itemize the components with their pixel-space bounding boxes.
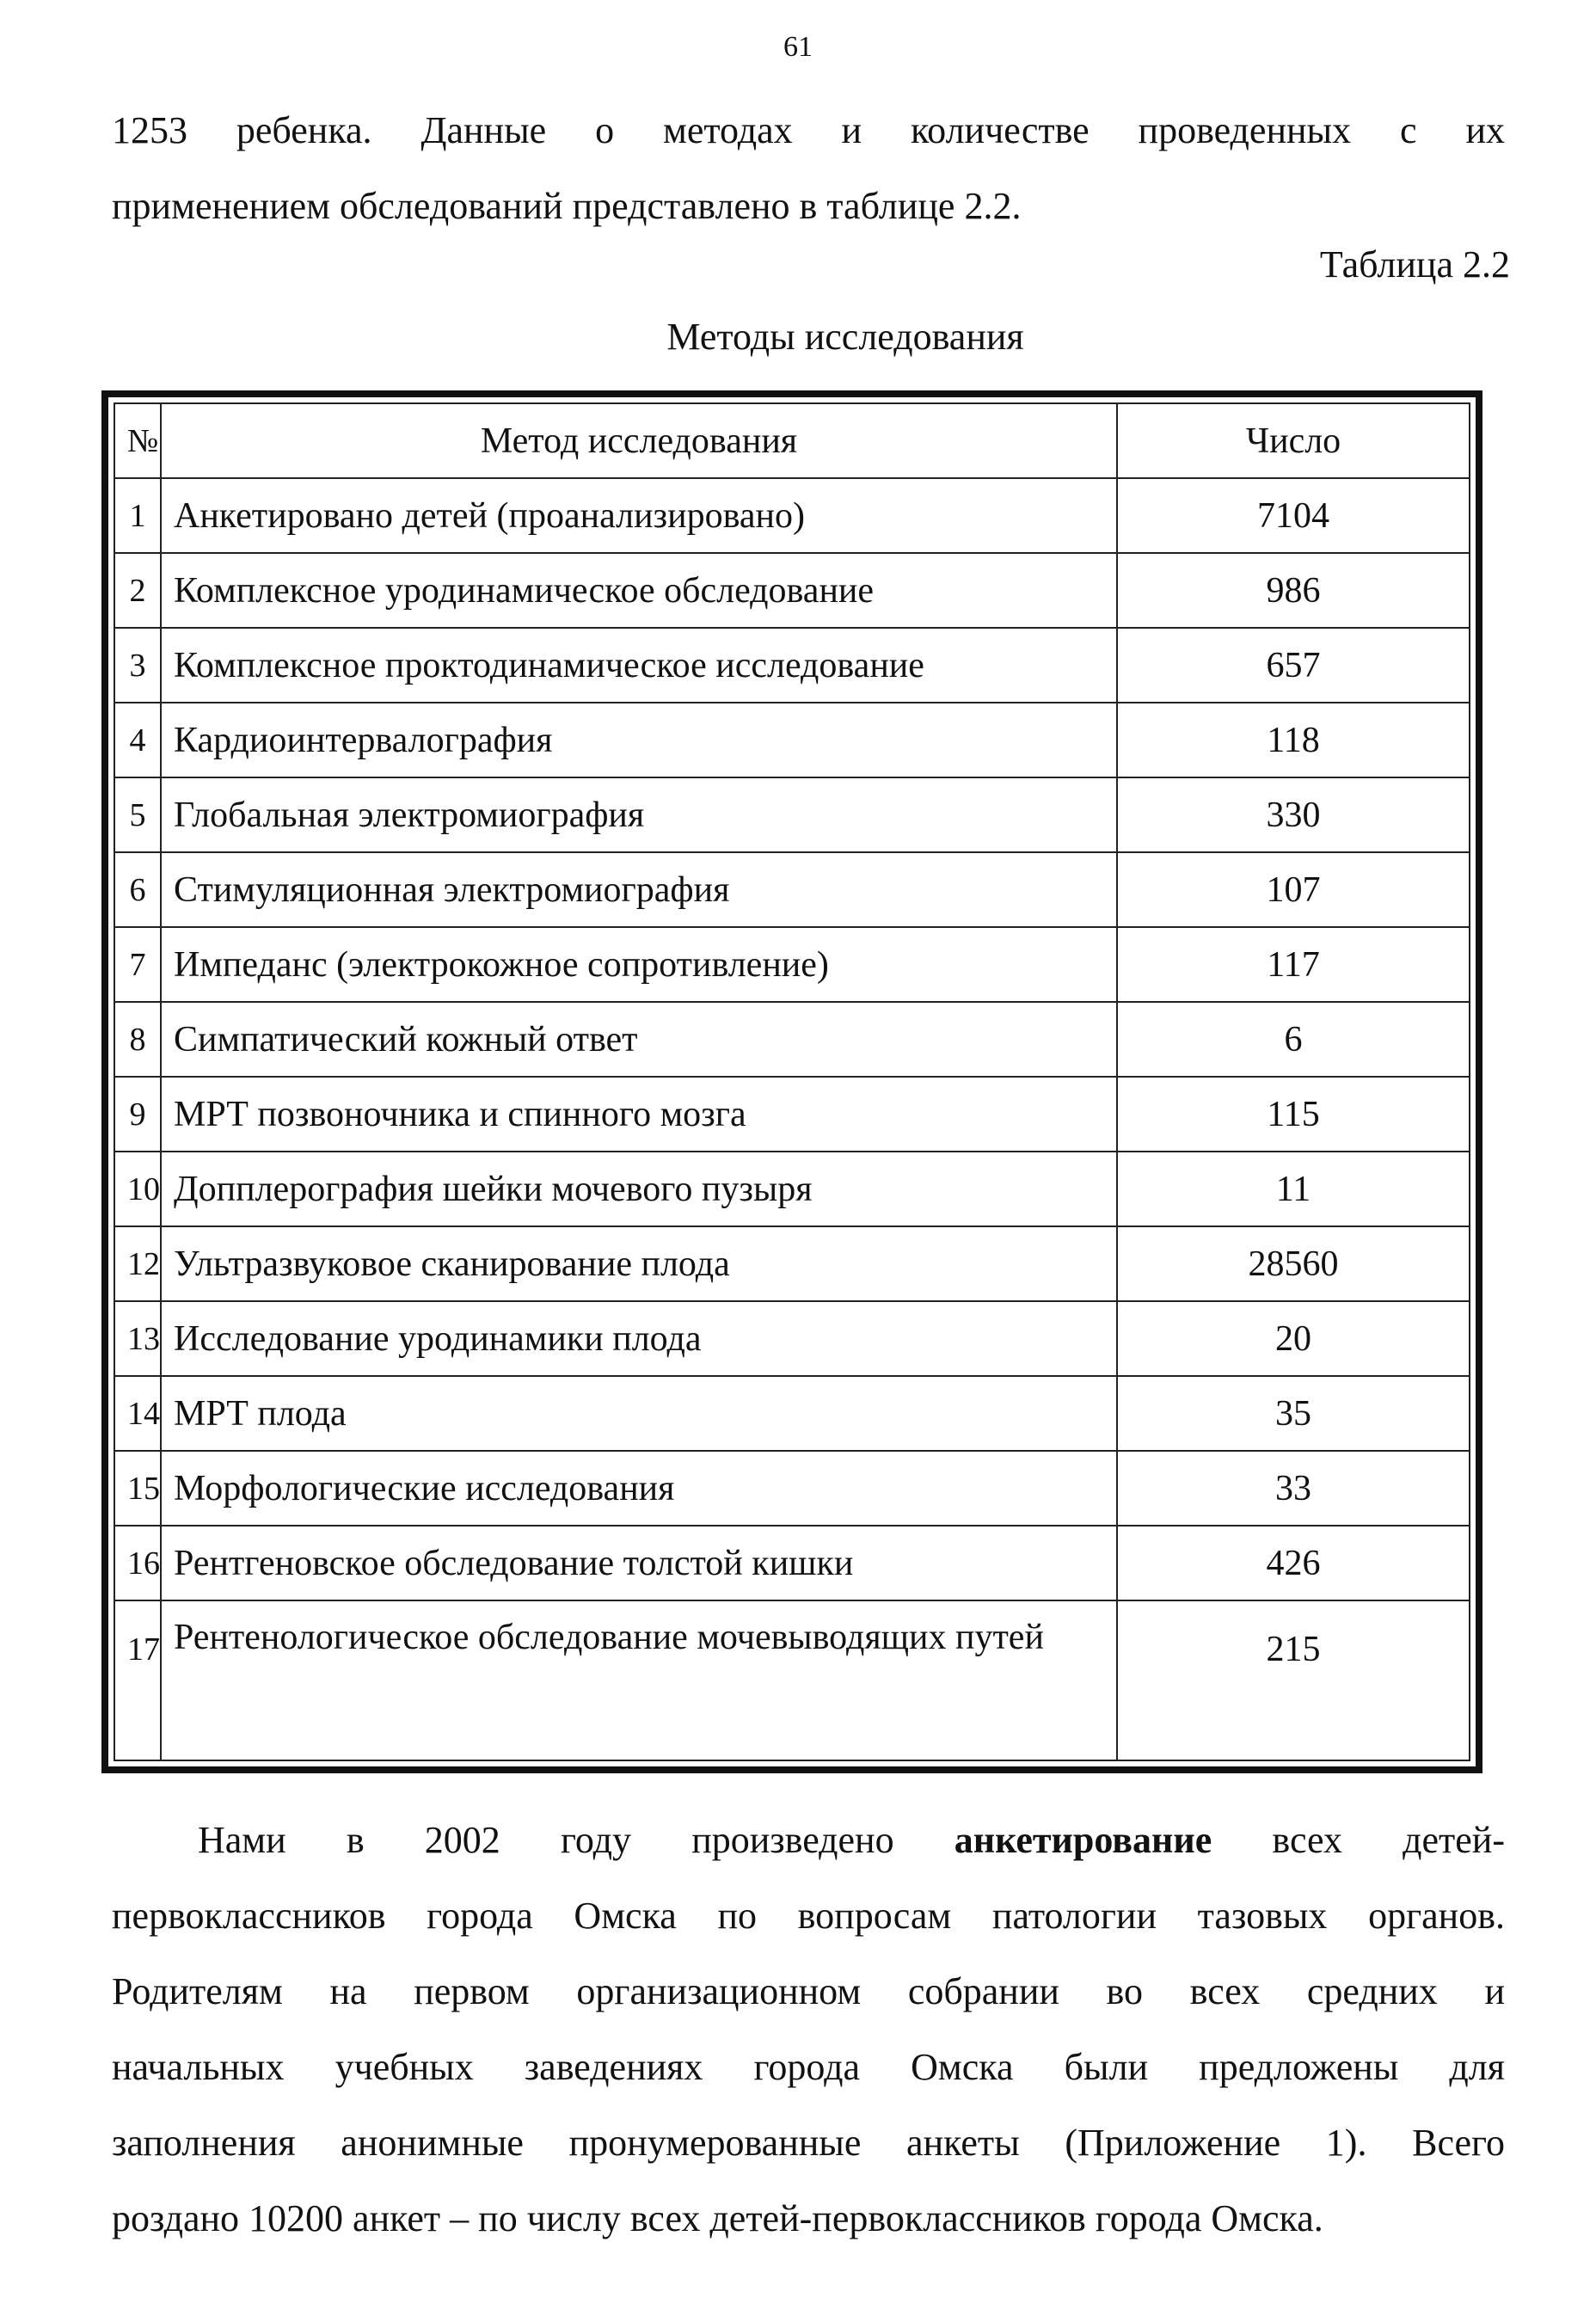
row-count-cell: 20 [1117,1301,1470,1376]
table-row [114,1152,1470,1226]
body-line: Родителям на первом организационном собрании во всех средних и [112,1970,1505,2012]
header-method: Метод исследования [161,403,1117,478]
row-method-cell: Анкетировано детей (проанализировано) [161,478,1117,553]
body-text-run: всех детей- [1212,1819,1506,1861]
table-body [114,478,1470,1760]
table-row [114,1600,1470,1760]
table-row [114,777,1470,852]
row-number-cell: 16 [114,1526,161,1600]
row-method-cell: Импеданс (электрокожное сопротивление) [161,927,1117,1002]
table-row [114,1376,1470,1451]
row-number-cell: 6 [114,852,161,927]
table-row [114,1526,1470,1600]
row-number-cell: 8 [114,1002,161,1077]
row-number-cell: 7 [114,927,161,1002]
row-number-cell: 12 [114,1226,161,1301]
table-row [114,553,1470,628]
row-count-cell: 7104 [1117,478,1470,553]
row-number-cell: 5 [114,777,161,852]
row-count-cell: 215 [1117,1600,1470,1760]
row-count-cell: 33 [1117,1451,1470,1526]
header-number: № [114,403,161,478]
row-number-cell: 9 [114,1077,161,1152]
row-count-cell: 657 [1117,628,1470,703]
intro-paragraph [112,93,1505,244]
body-line: заполнения анонимные пронумерованные анкеты (Приложение 1). Всего [112,2122,1505,2164]
body-paragraph [112,1803,1505,2257]
table-row [114,478,1470,553]
table-row [114,1002,1470,1077]
row-method-cell: Исследование уродинамики плода [161,1301,1117,1376]
row-method-cell: МРТ плода [161,1376,1117,1451]
row-count-cell: 330 [1117,777,1470,852]
row-count-cell: 115 [1117,1077,1470,1152]
table-row [114,703,1470,777]
row-number-cell: 4 [114,703,161,777]
methods-table [114,402,1470,1761]
row-method-cell: Допплерография шейки мочевого пузыря [161,1152,1117,1226]
row-number-cell: 1 [114,478,161,553]
table-row [114,927,1470,1002]
row-method-cell: Симпатический кожный ответ [161,1002,1117,1077]
row-number-cell: 10 [114,1152,161,1226]
table-row [114,1451,1470,1526]
table-row [114,1077,1470,1152]
row-count-cell: 118 [1117,703,1470,777]
table-header-row [114,403,1470,478]
row-count-cell: 426 [1117,1526,1470,1600]
table-row [114,852,1470,927]
row-count-cell: 35 [1117,1376,1470,1451]
table-label: Таблица 2.2 [1319,243,1510,286]
body-line: первоклассников города Омска по вопросам патологии тазовых органов. [112,1895,1505,1937]
page-number: 61 [783,31,813,63]
row-count-cell: 11 [1117,1152,1470,1226]
row-count-cell: 6 [1117,1002,1470,1077]
body-bold-term: анкетирование [954,1819,1212,1861]
table-row [114,1301,1470,1376]
row-number-cell: 14 [114,1376,161,1451]
row-number-cell: 13 [114,1301,161,1376]
header-count: Число [1117,403,1470,478]
row-method-cell: МРТ позвоночника и спинного мозга [161,1077,1117,1152]
row-number-cell: 15 [114,1451,161,1526]
row-method-cell: Рентгеновское обследование толстой кишки [161,1526,1117,1600]
row-method-cell: Рентенологическое обследование мочевыводящих путей [161,1600,1117,1760]
row-count-cell: 986 [1117,553,1470,628]
row-count-cell: 107 [1117,852,1470,927]
row-method-cell: Морфологические исследования [161,1451,1117,1526]
row-count-cell: 117 [1117,927,1470,1002]
body-text-run: Нами в 2002 году произведено [198,1819,955,1861]
methods-table-frame [101,390,1482,1773]
intro-line: 1253 ребенка. Данные о методах и количестве проведенных с их [112,109,1505,151]
row-method-cell: Глобальная электромиография [161,777,1117,852]
table-row [114,628,1470,703]
body-line: роздано 10200 анкет – по числу всех детей-первоклассников города Омска. [112,2197,1323,2239]
row-count-cell: 28560 [1117,1226,1470,1301]
row-method-cell: Кардиоинтервалография [161,703,1117,777]
table-row [114,1226,1470,1301]
row-method-cell: Комплексное проктодинамическое исследование [161,628,1117,703]
body-line [112,1803,1505,1878]
intro-line: применением обследований представлено в таблице 2.2. [112,185,1022,227]
row-number-cell: 3 [114,628,161,703]
body-line: начальных учебных заведениях города Омска были предложены для [112,2046,1505,2088]
row-number-cell: 17 [114,1600,161,1760]
row-number-cell: 2 [114,553,161,628]
table-title: Методы исследования [666,316,1024,358]
row-method-cell: Ультразвуковое сканирование плода [161,1226,1117,1301]
row-method-cell: Стимуляционная электромиография [161,852,1117,927]
row-method-cell: Комплексное уродинамическое обследование [161,553,1117,628]
